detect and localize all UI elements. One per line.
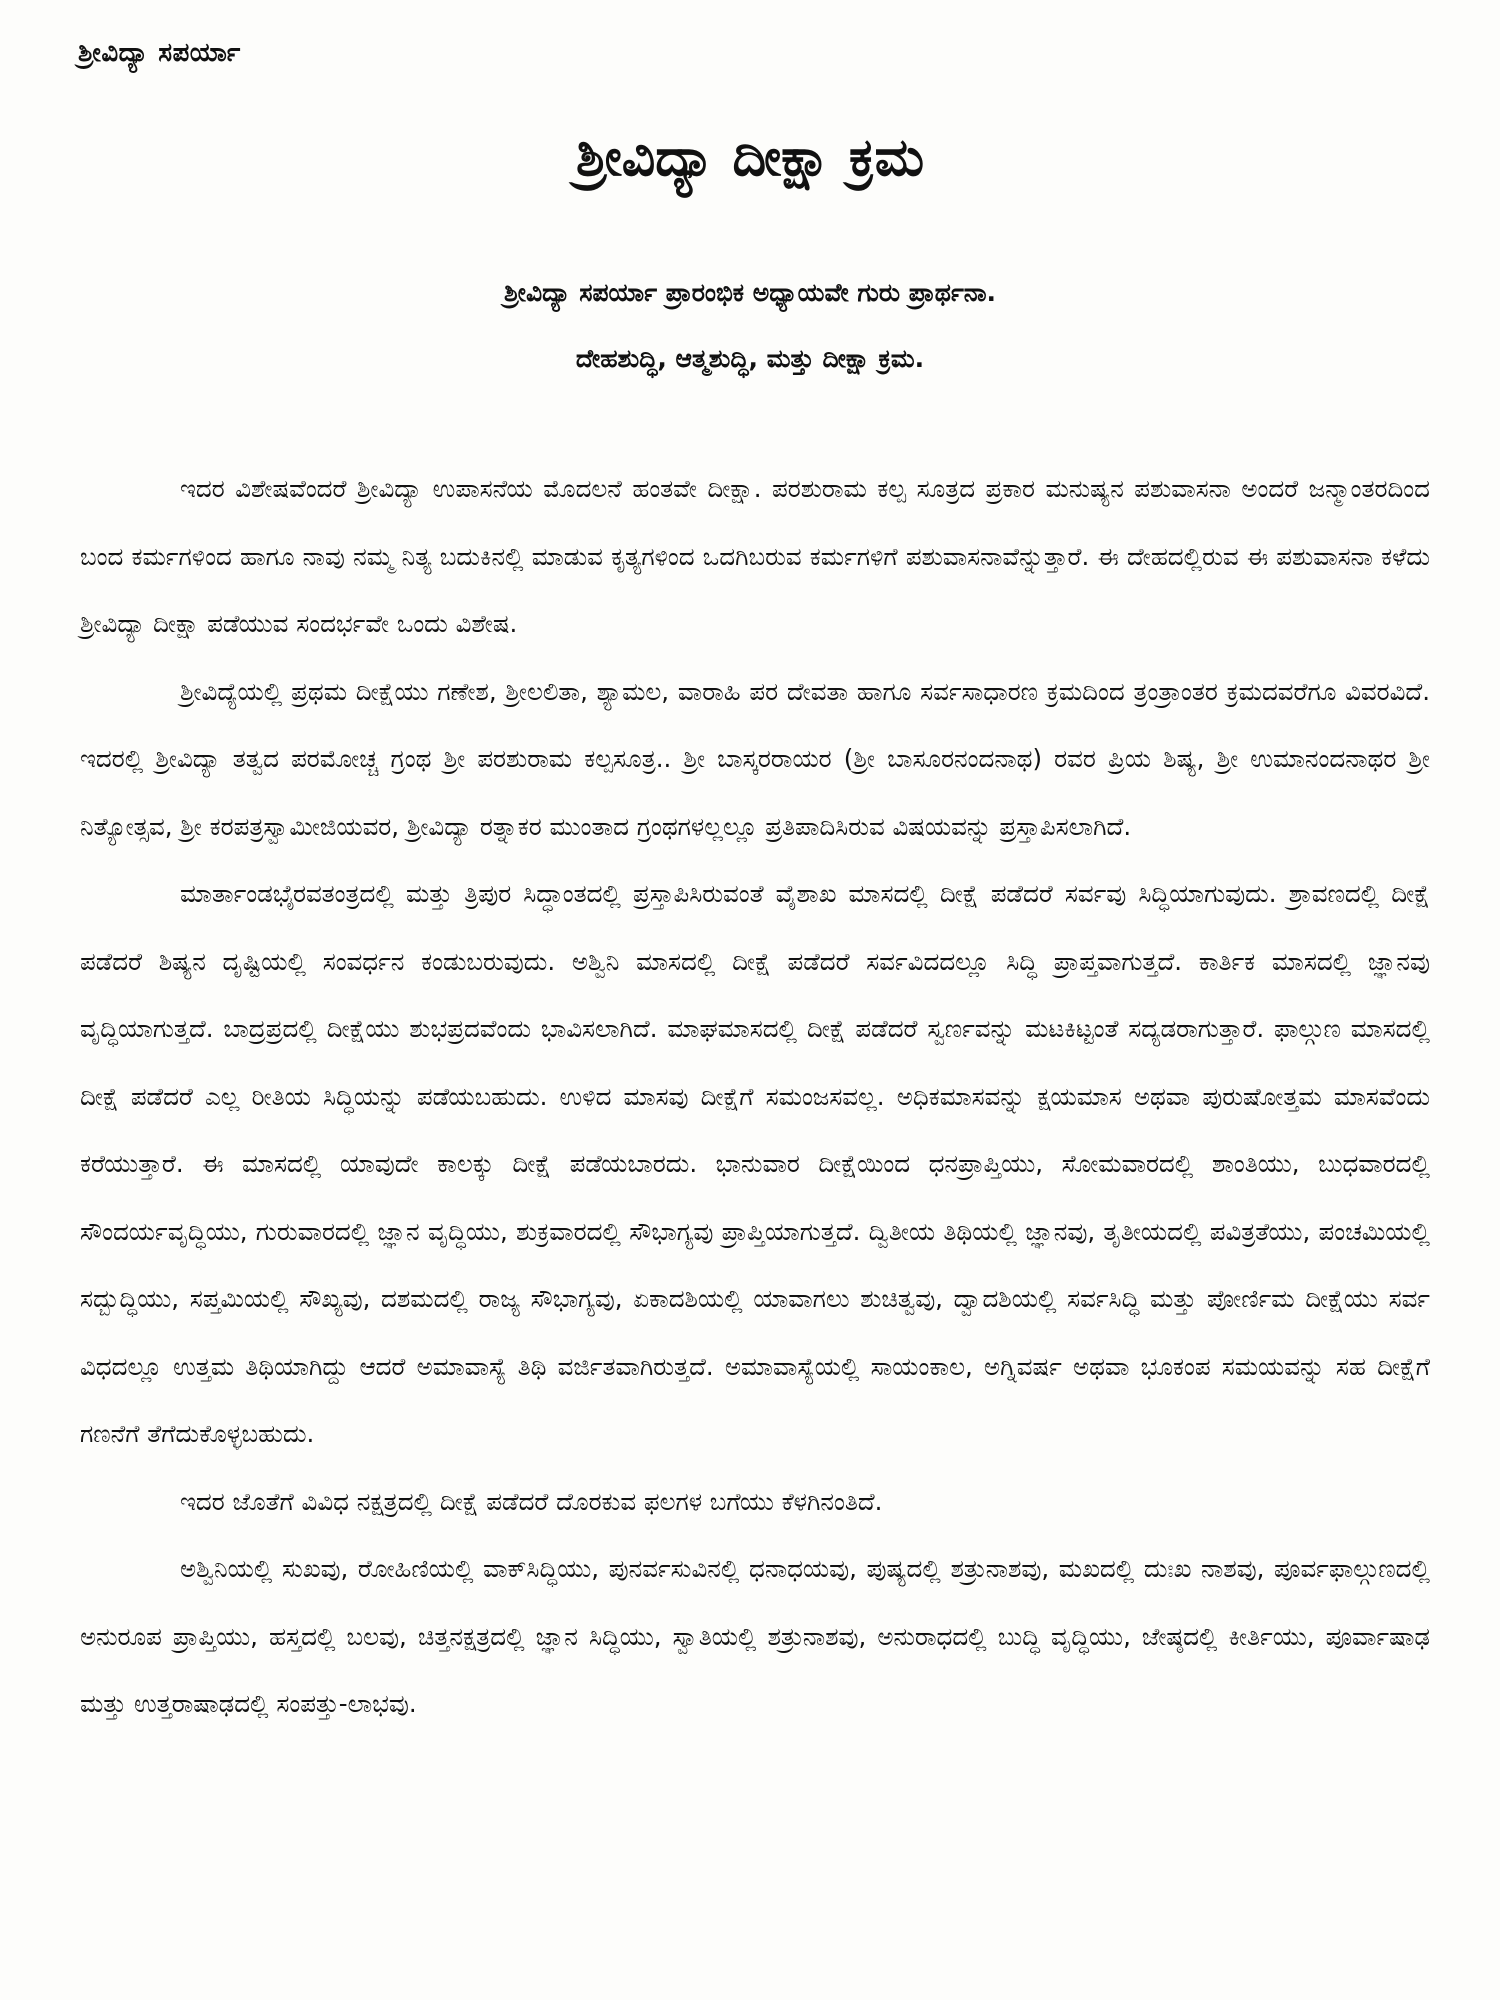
paragraph: ಮಾರ್ತಾಂಡಭೈರವತಂತ್ರದಲ್ಲಿ ಮತ್ತು ತ್ರಿಪುರ ಸಿದ್ಧಾಂತದಲ್ಲಿ ಪ್ರಸ್ತಾಪಿಸಿರುವಂತೆ ವೈಶಾಖ ಮಾಸದಲ್ಲಿ ದೀಕ್ಷೆ ಪಡೆದರೆ ಸರ್ವವು ಸಿದ್ಧಿಯಾಗುವುದು. ಶ್ರಾವಣದಲ್ಲಿ ದೀಕ್ಷೆ ಪಡೆದರೆ ಶಿಷ್ಯನ ದೃಷ್ಟಿಯಲ್ಲಿ ಸಂವರ್ಧನ ಕಂಡುಬರುವುದು. ಅಶ್ವಿನಿ ಮಾಸದಲ್ಲಿ ದೀಕ್ಷೆ ಪಡೆದರೆ ಸರ್ವವಿದದಲ್ಲೂ ಸಿದ್ಧಿ ಪ್ರಾಪ್ತವಾಗುತ್ತದೆ. ಕಾರ್ತಿಕ ಮಾಸದಲ್ಲಿ ಜ್ಞಾನವು ವೃದ್ಧಿಯಾಗುತ್ತದೆ. ಬಾದ್ರಪ್ರದಲ್ಲಿ ದೀಕ್ಷೆಯು ಶುಭಪ್ರದವೆಂದು ಭಾವಿಸಲಾಗಿದೆ. ಮಾಘಮಾಸದಲ್ಲಿ ದೀಕ್ಷೆ ಪಡೆದರೆ ಸ್ವರ್ಣವನ್ನು ಮಟಕಿಟ್ಟಂತೆ ಸದ್ಯಡರಾಗುತ್ತಾರೆ. ಫಾಲ್ಗುಣ ಮಾಸದಲ್ಲಿ ದೀಕ್ಷೆ ಪಡೆದರೆ ಎಲ್ಲ ರೀತಿಯ ಸಿದ್ಧಿಯನ್ನು ಪಡೆಯಬಹುದು. ಉಳಿದ ಮಾಸವು ದೀಕ್ಷೆಗೆ ಸಮಂಜಸವಲ್ಲ. ಅಧಿಕಮಾಸವನ್ನು ಕ್ಷಯಮಾಸ ಅಥವಾ ಪುರುಷೋತ್ತಮ ಮಾಸವೆಂದು ಕರೆಯುತ್ತಾರೆ. ಈ ಮಾಸದಲ್ಲಿ ಯಾವುದೇ ಕಾಲಕ್ಕು ದೀಕ್ಷೆ ಪಡೆಯಬಾರದು. ಭಾನುವಾರ ದೀಕ್ಷೆಯಿಂದ ಧನಪ್ರಾಪ್ತಿಯು, ಸೋಮವಾರದಲ್ಲಿ ಶಾಂತಿಯು, ಬುಧವಾರದಲ್ಲಿ ಸೌಂದರ್ಯವೃದ್ಧಿಯು, ಗುರುವಾರದಲ್ಲಿ ಜ್ಞಾನ ವೃದ್ಧಿಯು, ಶುಕ್ರವಾರದಲ್ಲಿ ಸೌಭಾಗ್ಯವು ಪ್ರಾಪ್ತಿಯಾಗುತ್ತದೆ. ದ್ವಿತೀಯ ತಿಥಿಯಲ್ಲಿ ಜ್ಞಾನವು, ತೃತೀಯದಲ್ಲಿ ಪವಿತ್ರತೆಯು, ಪಂಚಮಿಯಲ್ಲಿ ಸದ್ಬುದ್ಧಿಯು, ಸಪ್ತಮಿಯಲ್ಲಿ ಸೌಖ್ಯವು, ದಶಮದಲ್ಲಿ ರಾಜ್ಯ ಸೌಭಾಗ್ಯವು, ಏಕಾದಶಿಯಲ್ಲಿ ಯಾವಾಗಲು ಶುಚಿತ್ವವು, ದ್ವಾದಶಿಯಲ್ಲಿ ಸರ್ವಸಿದ್ಧಿ ಮತ್ತು ಪೋರ್ಣಿಮ ದೀಕ್ಷೆಯು ಸರ್ವ ವಿಧದಲ್ಲೂ ಉತ್ತಮ ತಿಥಿಯಾಗಿದ್ದು ಆದರೆ ಅಮಾವಾಸ್ಯೆ ತಿಥಿ ವರ್ಜಿತವಾಗಿರುತ್ತದೆ. ಅಮಾವಾಸ್ಯೆಯಲ್ಲಿ ಸಾಯಂಕಾಲ, ಅಗ್ನಿವರ್ಷ ಅಥವಾ ಭೂಕಂಪ ಸಮಯವನ್ನು ಸಹ ದೀಕ್ಷೆಗೆ ಗಣನೆಗೆ ತೆಗೆದುಕೊಳ್ಳಬಹುದು. <box>80 879 1430 1448</box>
subtitle-line-2: ದೇಹಶುದ್ಧಿ, ಆತ್ಮಶುದ್ಧಿ, ಮತ್ತು ದೀಕ್ಷಾ ಕ್ರಮ. <box>575 344 925 373</box>
paragraph: ಇದರ ಜೊತೆಗೆ ವಿವಿಧ ನಕ್ಷತ್ರದಲ್ಲಿ ದೀಕ್ಷೆ ಪಡೆದರೆ ದೊರಕುವ ಫಲಗಳ ಬಗೆಯು ಕೆಳಗಿನಂತಿದೆ. <box>180 1486 883 1516</box>
paragraph: ಇದರ ವಿಶೇಷವೆಂದರೆ ಶ್ರೀವಿದ್ಯಾ ಉಪಾಸನೆಯ ಮೊದಲನೆ ಹಂತವೇ ದೀಕ್ಷಾ. ಪರಶುರಾಮ ಕಲ್ಪ ಸೂತ್ರದ ಪ್ರಕಾರ ಮನುಷ್ಯನ ಪಶುವಾಸನಾ ಅಂದರೆ ಜನ್ಮಾಂತರದಿಂದ ಬಂದ ಕರ್ಮಗಳಿಂದ ಹಾಗೂ ನಾವು ನಮ್ಮ ನಿತ್ಯ ಬದುಕಿನಲ್ಲಿ ಮಾಡುವ ಕೃತ್ಯಗಳಿಂದ ಒದಗಿಬರುವ ಕರ್ಮಗಳಿಗೆ ಪಶುವಾಸನಾವೆನ್ನುತ್ತಾರೆ. ಈ ದೇಹದಲ್ಲಿರುವ ಈ ಪಶುವಾಸನಾ ಕಳೆದು ಶ್ರೀವಿದ್ಯಾ ದೀಕ್ಷಾ ಪಡೆಯುವ ಸಂದರ್ಭವೇ ಒಂದು ವಿಶೇಷ. <box>80 474 1430 638</box>
paragraph: ಅಶ್ವಿನಿಯಲ್ಲಿ ಸುಖವು, ರೋಹಿಣಿಯಲ್ಲಿ ವಾಕ್‌ಸಿದ್ಧಿಯು, ಪುನರ್ವಸುವಿನಲ್ಲಿ ಧನಾಧಯವು, ಪುಷ್ಯದಲ್ಲಿ ಶತ್ರುನಾಶವು, ಮಖದಲ್ಲಿ ದುಃಖ ನಾಶವು, ಪೂರ್ವಫಾಲ್ಗುಣದಲ್ಲಿ ಅನುರೂಪ ಪ್ರಾಪ್ತಿಯು, ಹಸ್ತದಲ್ಲಿ ಬಲವು, ಚಿತ್ತನಕ್ಷತ್ರದಲ್ಲಿ ಜ್ಞಾನ ಸಿದ್ಧಿಯು, ಸ್ವಾತಿಯಲ್ಲಿ ಶತ್ರುನಾಶವು, ಅನುರಾಧದಲ್ಲಿ ಬುದ್ಧಿ ವೃದ್ಧಿಯು, ಜೇಷ್ಠದಲ್ಲಿ ಕೀರ್ತಿಯು, ಪೂರ್ವಾಷಾಢ ಮತ್ತು ಉತ್ತರಾಷಾಢದಲ್ಲಿ ಸಂಪತ್ತು-ಲಾಭವು. <box>80 1554 1430 1718</box>
body-text <box>80 455 1430 1738</box>
paragraph: ಶ್ರೀವಿದ್ಯೆಯಲ್ಲಿ ಪ್ರಥಮ ದೀಕ್ಷೆಯು ಗಣೇಶ, ಶ್ರೀಲಲಿತಾ, ಶ್ಯಾಮಲ, ವಾರಾಹಿ ಪರ ದೇವತಾ ಹಾಗೂ ಸರ್ವಸಾಧಾರಣ ಕ್ರಮದಿಂದ ತ್ರಂತ್ರಾಂತರ ಕ್ರಮದವರೆಗೂ ವಿವರವಿದೆ. ಇದರಲ್ಲಿ ಶ್ರೀವಿದ್ಯಾ ತತ್ವದ ಪರಮೋಚ್ಚ ಗ್ರಂಥ ಶ್ರೀ ಪರಶುರಾಮ ಕಲ್ಪಸೂತ್ರ.. ಶ್ರೀ ಬಾಸ್ಕರರಾಯರ (ಶ್ರೀ ಬಾಸೂರನಂದನಾಥ) ರವರ ಪ್ರಿಯ ಶಿಷ್ಯ, ಶ್ರೀ ಉಮಾನಂದನಾಥರ ಶ್ರೀ ನಿತ್ಯೋತ್ಸವ, ಶ್ರೀ ಕರಪತ್ರಸ್ವಾಮೀಜಿಯವರ, ಶ್ರೀವಿದ್ಯಾ ರತ್ನಾಕರ ಮುಂತಾದ ಗ್ರಂಥಗಳಲ್ಲಲ್ಲೂ ಪ್ರತಿಪಾದಿಸಿರುವ ವಿಷಯವನ್ನು ಪ್ರಸ್ತಾಪಿಸಲಾಗಿದೆ. <box>80 676 1430 841</box>
page-title: ಶ್ರೀವಿದ್ಯಾ ದೀಕ್ಷಾ ಕ್ರಮ <box>575 128 925 188</box>
subtitle-line-1: ಶ್ರೀವಿದ್ಯಾ ಸಪರ್ಯಾ ಪ್ರಾರಂಭಿಕ ಅಧ್ಯಾಯವೇ ಗುರು ಪ್ರಾರ್ಥನಾ. <box>503 278 997 307</box>
running-header: ಶ್ರೀವಿದ್ಯಾ ಸಪರ್ಯಾ <box>78 38 241 68</box>
